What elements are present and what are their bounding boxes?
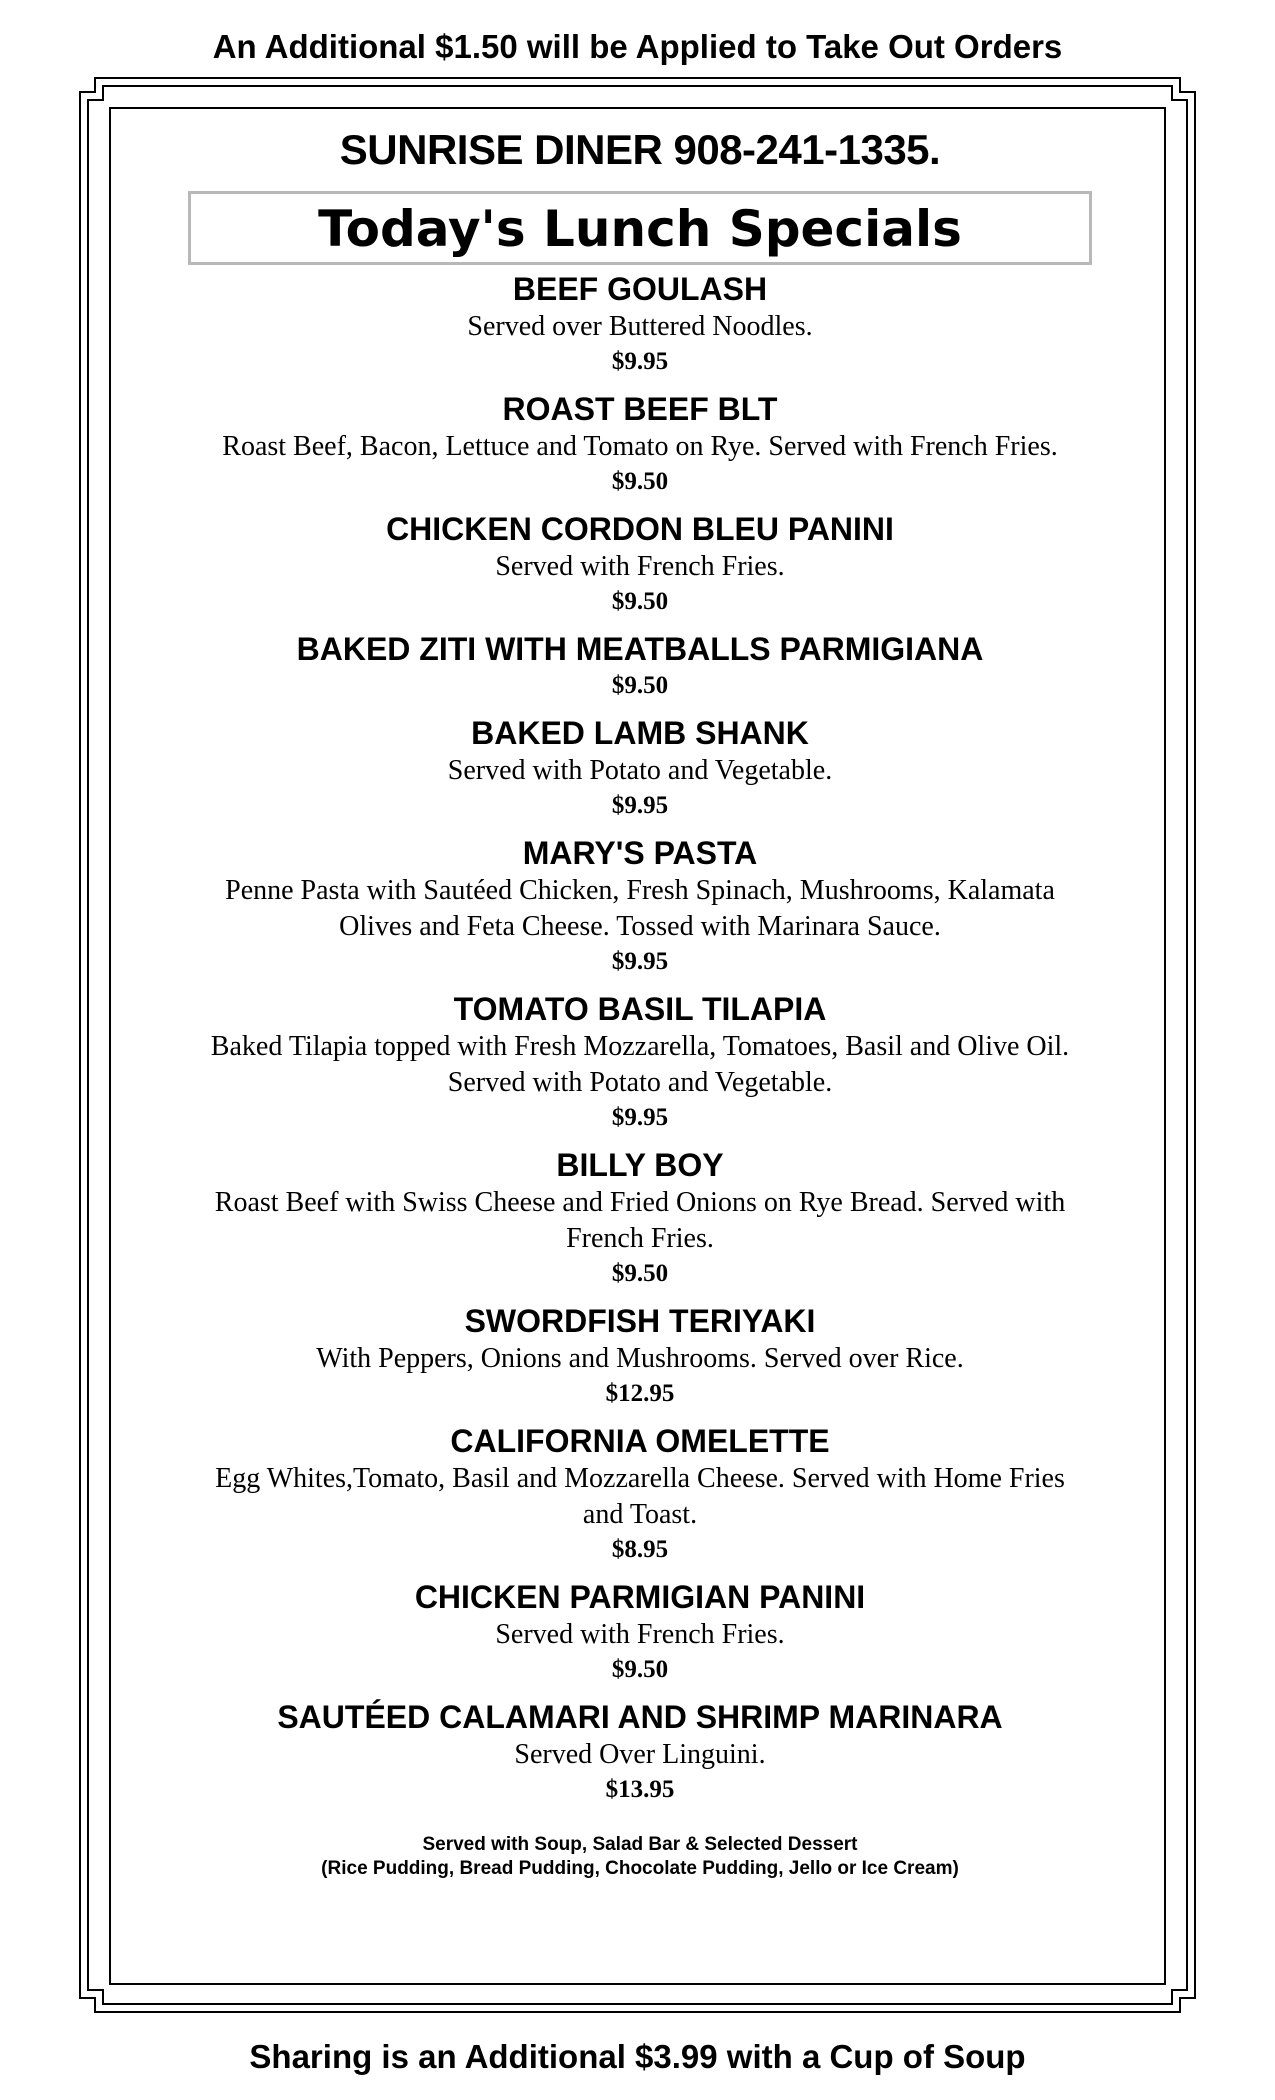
included-sides-line2: (Rice Pudding, Bread Pudding, Chocolate Pudding, Jello or Ice Cream)	[321, 1858, 959, 1879]
menu-item-name: BEEF GOULASH	[512, 271, 768, 307]
menu-item	[120, 1577, 1160, 1687]
menu-item-name: CALIFORNIA OMELETTE	[450, 1423, 830, 1459]
menu-item	[120, 1145, 1160, 1291]
menu-item-name: ROAST BEEF BLT	[502, 391, 778, 427]
menu-item-name: BILLY BOY	[556, 1147, 724, 1183]
menu-item-price: $9.95	[611, 792, 669, 819]
menu-item	[120, 713, 1160, 823]
menu-item-description: Baked Tilapia topped with Fresh Mozzarella, Tomatoes, Basil and Olive Oil. Served with Potato and Vegetable.	[210, 1031, 1070, 1098]
menu-item-price: $9.95	[611, 948, 669, 975]
page-title: Today's Lunch Specials	[188, 191, 1092, 265]
menu-item-price: $9.50	[611, 1656, 669, 1683]
included-sides-note	[120, 1833, 1160, 1881]
menu-item-name: CHICKEN CORDON BLEU PANINI	[386, 511, 894, 547]
menu-item-name: MARY'S PASTA	[522, 835, 758, 871]
menu-item-name: BAKED LAMB SHANK	[471, 715, 809, 751]
menu-item-name: BAKED ZITI WITH MEATBALLS PARMIGIANA	[296, 631, 984, 667]
menu-item-price: $9.95	[611, 1104, 669, 1131]
menu-item-name: CHICKEN PARMIGIAN PANINI	[414, 1579, 866, 1615]
menu-item-description: Served with French Fries.	[495, 551, 785, 582]
menu-item-description: Roast Beef, Bacon, Lettuce and Tomato on Rye. Served with French Fries.	[222, 431, 1058, 462]
menu-item-description: Egg Whites,Tomato, Basil and Mozzarella Cheese. Served with Home Fries and Toast.	[215, 1463, 1065, 1530]
menu-item-price: $8.95	[611, 1536, 669, 1563]
menu-item-description: With Peppers, Onions and Mushrooms. Served over Rice.	[316, 1343, 964, 1374]
menu-item-description: Served with Potato and Vegetable.	[447, 755, 833, 786]
menu-item-name: SWORDFISH TERIYAKI	[464, 1303, 816, 1339]
menu-item-price: $9.50	[611, 1260, 669, 1287]
menu-item-price: $9.50	[611, 672, 669, 699]
menu-item-price: $13.95	[605, 1776, 675, 1803]
menu-list	[120, 269, 1160, 1807]
menu-item-description: Served over Buttered Noodles.	[467, 311, 813, 342]
menu-content	[120, 105, 1160, 1881]
menu-item	[120, 1301, 1160, 1411]
menu-item	[120, 989, 1160, 1135]
menu-item-description: Served Over Linguini.	[514, 1739, 766, 1770]
diner-name-phone: SUNRISE DINER 908-241-1335.	[339, 126, 941, 173]
menu-item	[120, 389, 1160, 499]
menu-item-name: TOMATO BASIL TILAPIA	[453, 991, 827, 1027]
menu-item	[120, 833, 1160, 979]
menu-item	[120, 629, 1160, 703]
sharing-charge-note: Sharing is an Additional $3.99 with a Cup of Soup	[249, 2038, 1026, 2075]
menu-item-description: Penne Pasta with Sautéed Chicken, Fresh Spinach, Mushrooms, Kalamata Olives and Feta Cheese. Tossed with Marinara Sauce.	[225, 875, 1055, 942]
menu-item	[120, 1697, 1160, 1807]
menu-item-description: Roast Beef with Swiss Cheese and Fried Onions on Rye Bread. Served with French Fries.	[214, 1187, 1066, 1254]
menu-item-price: $9.95	[611, 348, 669, 375]
included-sides-line1: Served with Soup, Salad Bar & Selected Dessert	[422, 1834, 858, 1855]
menu-item	[120, 509, 1160, 619]
menu-item-price: $9.50	[611, 468, 669, 495]
takeout-surcharge-note: An Additional $1.50 will be Applied to Take Out Orders	[212, 28, 1063, 65]
menu-item	[120, 1421, 1160, 1567]
menu-item-name: SAUTÉED CALAMARI AND SHRIMP MARINARA	[277, 1699, 1003, 1735]
menu-item-description: Served with French Fries.	[495, 1619, 785, 1650]
menu-item	[120, 269, 1160, 379]
menu-item-price: $9.50	[611, 588, 669, 615]
menu-item-price: $12.95	[605, 1380, 675, 1407]
